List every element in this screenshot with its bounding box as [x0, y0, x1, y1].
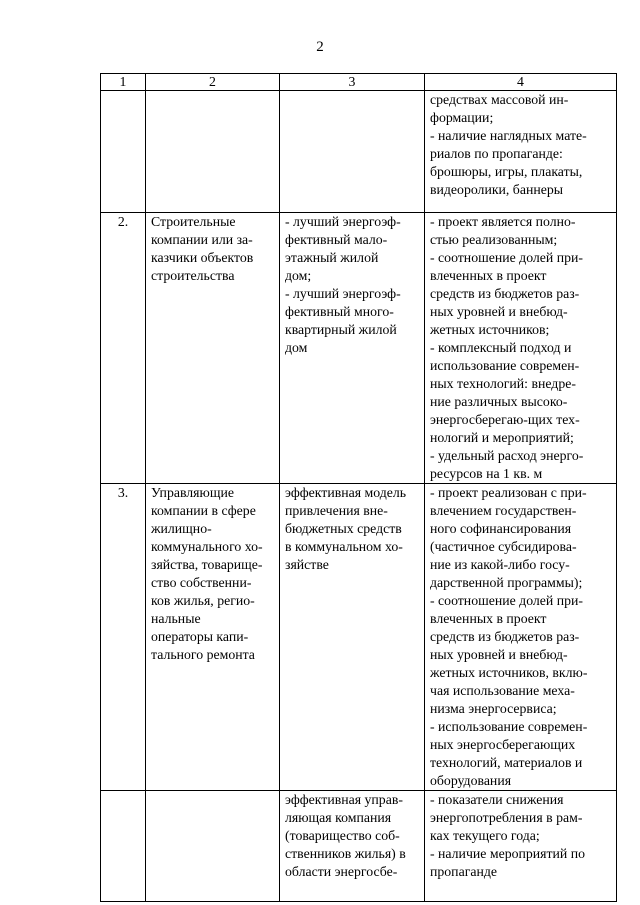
table-row-2 — [101, 213, 617, 484]
row-number-cell: 2. — [101, 213, 146, 484]
header-cell-4: 4 — [425, 74, 617, 91]
table-row-3b — [101, 791, 617, 902]
table-row-3 — [101, 484, 617, 791]
header-cell-2: 2 — [146, 74, 280, 91]
header-cell-1: 1 — [101, 74, 146, 91]
criteria-cell: средствах массовой ин- формации; - наличие наглядных мате- риалов по пропаганде: брошюры, игры, плакаты, видеоролики, баннеры — [425, 91, 617, 213]
participants-cell: Строительные компании или за- казчики объектов строительства — [146, 213, 280, 484]
participants-cell — [146, 791, 280, 902]
nominations-cell — [280, 91, 425, 213]
criteria-table — [100, 73, 617, 902]
header-cell-3: 3 — [280, 74, 425, 91]
page-number: 2 — [316, 39, 324, 55]
criteria-cell: - проект является полно- стью реализованным; - соотношение долей при- влеченных в проект средств из бюджетов раз- ных уровней и внебюд- жетных источников; - комплексный подход и использование современ- ных технологий: внедре- ние различных высоко- энергосберегаю-щих тех- нологий и мероприятий; - удельный расход энерго- ресурсов на 1 кв. м — [425, 213, 617, 484]
criteria-cell: - проект реализован с при- влечением государствен- ного софинансирования (частичное субсидирова- ние из какой-либо госу- дарственной программы); - соотношение долей при- влеченных в проект средств из бюджетов раз- ных уровней и внебюд- жетных источников, вклю- чая использование меха- низма энергосервиса; - использование современ- ных энергосберегающих технологий, материалов и оборудования — [425, 484, 617, 791]
table-row-continuation — [101, 91, 617, 213]
row-number-cell — [101, 791, 146, 902]
row-number-cell: 3. — [101, 484, 146, 791]
row-number-cell — [101, 91, 146, 213]
nominations-cell: эффективная управ- ляющая компания (товарищество соб- ственников жилья) в области энергосбе- — [280, 791, 425, 902]
nominations-cell: - лучший энергоэф- фективный мало- этажный жилой дом; - лучший энергоэф- фективный много- квартирный жилой дом — [280, 213, 425, 484]
nominations-cell: эффективная модель привлечения вне- бюджетных средств в коммунальном хо- зяйстве — [280, 484, 425, 791]
table-header-row — [101, 74, 617, 91]
participants-cell — [146, 91, 280, 213]
participants-cell: Управляющие компании в сфере жилищно- коммунального хо- зяйства, товарище- ство собственни- ков жилья, регио- нальные операторы капи- тального ремонта — [146, 484, 280, 791]
criteria-cell: - показатели снижения энергопотребления в рам- ках текущего года; - наличие мероприятий по пропаганде — [425, 791, 617, 902]
